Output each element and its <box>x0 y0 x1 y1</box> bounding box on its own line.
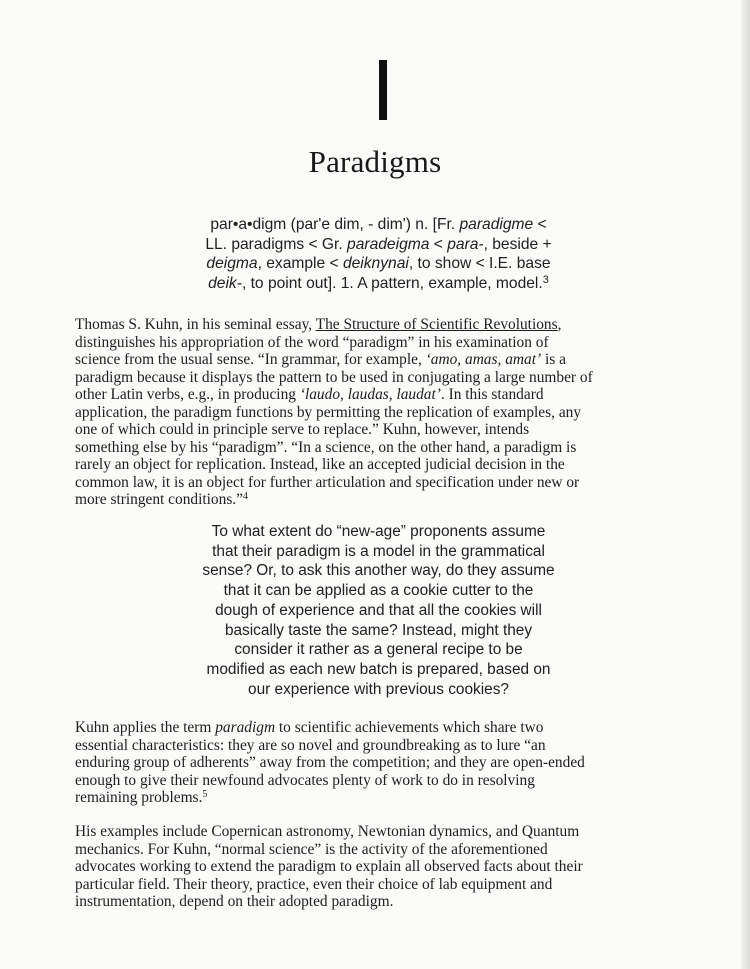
paragraph-kuhn-intro <box>75 316 695 509</box>
definition-line: LL. paradigms < Gr. paradeigma < para-, beside + <box>205 235 552 253</box>
paragraph-line: paradigm because it displays the pattern to be used in conjugating a large number of <box>75 368 593 386</box>
definition-line: deik-, to point out]. 1. A pattern, example, model.$^3$ <box>208 273 549 292</box>
paragraph-line: other Latin verbs, e.g., in producing ‘laudo, laudas, laudat’. In this standard <box>75 386 544 403</box>
paragraph-line: mechanics. For Kuhn, “normal science” is the activity of the aforementioned <box>75 840 548 858</box>
question-line: modified as each new batch is prepared, based on <box>206 660 551 678</box>
paragraph-line: particular field. Their theory, practice, even their choice of lab equipment and <box>75 875 553 893</box>
chapter-title: Paradigms <box>308 144 442 179</box>
paragraph-line: enough to give their newfound advocates plenty of work to do in resolving <box>75 771 535 789</box>
paragraph-line: instrumentation, depend on their adopted paradigm. <box>75 893 394 910</box>
question-line: basically taste the same? Instead, might they <box>224 621 533 639</box>
paragraph-line: application, the paradigm functions by permitting the replication of examples, any <box>75 403 582 421</box>
paragraph-line: Thomas S. Kuhn, in his seminal essay, The Structure of Scientific Revolutions, <box>75 316 562 333</box>
question-block <box>170 522 587 699</box>
question-line: our experience with previous cookies? <box>248 680 509 698</box>
question-line: dough of experience and that all the cookies will <box>215 601 542 619</box>
chapter-numeral <box>379 60 387 120</box>
paragraph-kuhn-examples <box>75 823 695 911</box>
paragraph-kuhn-characteristics <box>75 719 695 807</box>
definition-line: par•a•digm (par'e dim, - dim') n. [Fr. paradigme < <box>210 216 547 233</box>
paragraph-line: rarely an object for replication. Instead, like an accepted judicial decision in the <box>75 456 565 473</box>
paragraph-line: Kuhn applies the term paradigm to scientific achievements which share two <box>75 719 544 736</box>
paragraph-line: distinguishes his appropriation of the word “paradigm” in his examination of <box>75 333 549 351</box>
question-line: that it can be applied as a cookie cutter to the <box>223 582 534 600</box>
question-line: To what extent do “new-age” proponents assume <box>211 523 546 540</box>
definition-line: deigma, example < deiknynai, to show < I.E. base <box>206 255 551 272</box>
paragraph-line: advocates working to extend the paradigm to explain all observed facts about their <box>75 858 583 875</box>
question-line: consider it rather as a general recipe to be <box>234 641 523 659</box>
dictionary-definition <box>160 215 597 293</box>
question-line: sense? Or, to ask this another way, do they assume <box>202 562 555 580</box>
paragraph-line: one of which could in principle serve to replace.” Kuhn, however, intends <box>75 421 530 438</box>
paragraph-line: science from the usual sense. “In grammar, for example, ‘amo, amas, amat’ is a <box>75 351 566 368</box>
paragraph-line: more stringent conditions.”$^4$ <box>75 491 248 508</box>
paragraph-line: essential characteristics: they are so novel and groundbreaking as to lure “an <box>75 736 546 754</box>
paragraph-line: enduring group of adherents” away from the competition; and they are open-ended <box>75 754 585 771</box>
paragraph-line: something else by his “paradigm”. “In a science, on the other hand, a paradigm is <box>75 438 577 456</box>
paragraph-line: remaining problems.$^5$ <box>75 789 208 806</box>
paragraph-line: common law, it is an object for further articulation and specification under new or <box>75 473 580 491</box>
paragraph-line: His examples include Copernican astronomy, Newtonian dynamics, and Quantum <box>75 823 580 840</box>
question-line: that their paradigm is a model in the grammatical <box>212 542 545 560</box>
